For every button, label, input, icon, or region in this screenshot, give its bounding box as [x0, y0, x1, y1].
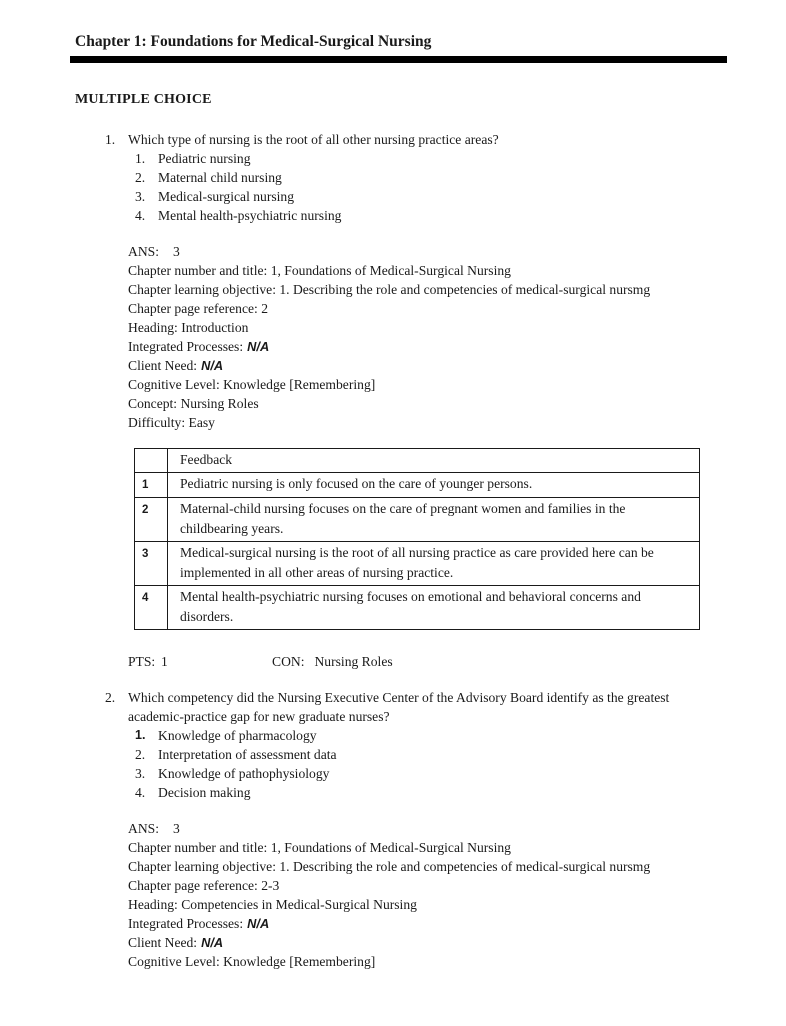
option-number: 4. — [135, 208, 146, 223]
feedback-row-text: Pediatric nursing is only focused on the care of younger persons. — [168, 473, 700, 498]
pts-label: PTS: — [128, 654, 156, 669]
option-number: 3. — [135, 189, 146, 204]
feedback-row-number: 4 — [135, 586, 168, 630]
answer-line — [128, 819, 688, 838]
meta-integrated-processes: Integrated Processes: N/A — [128, 916, 270, 931]
meta-cognitive-level: Cognitive Level: Knowledge [Remembering] — [128, 954, 376, 969]
option-text: Knowledge of pharmacology — [158, 728, 317, 743]
option-text: Knowledge of pathophysiology — [158, 766, 330, 781]
option-number: 2. — [135, 747, 146, 762]
feedback-row-3 — [135, 542, 700, 586]
feedback-row-text: Mental health-psychiatric nursing focuses on emotional and behavioral concerns and disorders. — [168, 586, 700, 630]
na-value: N/A — [247, 916, 270, 931]
option-number: 1. — [135, 728, 146, 742]
na-value: N/A — [201, 935, 224, 950]
option-item — [128, 168, 713, 187]
na-value: N/A — [201, 358, 224, 373]
title-underline-bar — [70, 56, 727, 63]
option-number: 2. — [135, 170, 146, 185]
option-text: Mental health-psychiatric nursing — [158, 208, 342, 223]
meta-difficulty: Difficulty: Easy — [128, 415, 215, 430]
question-text: Which type of nursing is the root of all other nursing practice areas? — [128, 132, 499, 147]
meta-client-need: Client Need: N/A — [128, 358, 224, 373]
feedback-header-cell: Feedback — [168, 449, 700, 473]
feedback-row-number: 2 — [135, 498, 168, 542]
question-1 — [75, 130, 736, 671]
answer-line — [128, 242, 688, 261]
feedback-row-number: 3 — [135, 542, 168, 586]
question-number: 1. — [105, 132, 116, 147]
meta-integrated-processes: Integrated Processes: N/A — [128, 339, 270, 354]
feedback-row-text: Medical-surgical nursing is the root of all nursing practice as care provided here can be implemented in all other areas of nursing practice. — [168, 542, 700, 586]
answer-label: ANS: — [128, 244, 159, 259]
answer-value: 3 — [172, 821, 180, 836]
option-item — [128, 206, 713, 225]
option-text: Medical-surgical nursing — [158, 189, 295, 204]
option-item — [128, 783, 713, 802]
meta-page-reference: Chapter page reference: 2 — [128, 301, 269, 316]
option-item — [128, 149, 713, 168]
feedback-row-number: 1 — [135, 473, 168, 498]
con-value: Nursing Roles — [314, 654, 393, 669]
question-text: Which competency did the Nursing Executive Center of the Advisory Board identify as the greatest academic-practice gap for new graduate nurses? — [128, 690, 670, 724]
meta-cognitive-level: Cognitive Level: Knowledge [Remembering] — [128, 377, 376, 392]
meta-heading: Heading: Introduction — [128, 320, 249, 335]
con-label: CON: — [272, 654, 305, 669]
feedback-header-empty-cell — [135, 449, 168, 473]
option-item — [128, 745, 713, 764]
option-item — [128, 726, 713, 745]
option-number: 4. — [135, 785, 146, 800]
meta-concept: Concept: Nursing Roles — [128, 396, 259, 411]
answer-value: 3 — [172, 244, 180, 259]
feedback-table — [134, 448, 700, 630]
feedback-row-1 — [135, 473, 700, 498]
feedback-header-row — [135, 449, 700, 473]
option-number: 1. — [135, 151, 146, 166]
meta-page-reference: Chapter page reference: 2-3 — [128, 878, 280, 893]
answer-block — [128, 819, 688, 971]
option-item — [128, 187, 713, 206]
option-text: Interpretation of assessment data — [158, 747, 337, 762]
meta-client-need: Client Need: N/A — [128, 935, 224, 950]
feedback-row-4 — [135, 586, 700, 630]
option-number: 3. — [135, 766, 146, 781]
pts-value: 1 — [161, 654, 168, 669]
option-text: Decision making — [158, 785, 251, 800]
option-item — [128, 764, 713, 783]
question-2 — [75, 688, 736, 971]
meta-chapter-number: Chapter number and title: 1, Foundations of Medical-Surgical Nursing — [128, 840, 511, 855]
chapter-title: Chapter 1: Foundations for Medical-Surgical Nursing — [75, 33, 432, 50]
option-text: Maternal child nursing — [158, 170, 282, 185]
section-heading: MULTIPLE CHOICE — [75, 92, 212, 107]
answer-block — [128, 242, 688, 432]
meta-chapter-number: Chapter number and title: 1, Foundations of Medical-Surgical Nursing — [128, 263, 511, 278]
meta-learning-objective: Chapter learning objective: 1. Describing the role and competencies of medical-surgical nursmg — [128, 282, 651, 297]
feedback-row-2 — [135, 498, 700, 542]
option-text: Pediatric nursing — [158, 151, 251, 166]
na-value: N/A — [247, 339, 270, 354]
question-number: 2. — [105, 690, 116, 705]
meta-learning-objective: Chapter learning objective: 1. Describing the role and competencies of medical-surgical nursmg — [128, 859, 651, 874]
meta-heading: Heading: Competencies in Medical-Surgical Nursing — [128, 897, 417, 912]
points-line — [128, 652, 736, 671]
answer-label: ANS: — [128, 821, 159, 836]
feedback-row-text: Maternal-child nursing focuses on the care of pregnant women and families in the childbearing years. — [168, 498, 700, 542]
